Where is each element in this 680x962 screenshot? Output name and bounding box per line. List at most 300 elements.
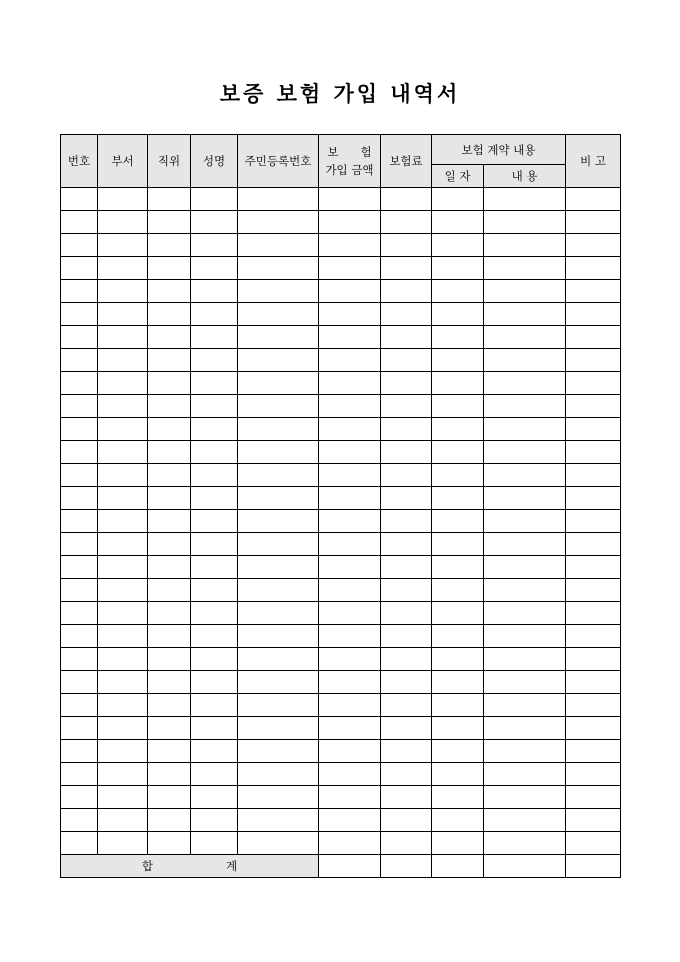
cell-insured-amount[interactable] [319,441,381,464]
cell-resident-id[interactable] [238,832,319,855]
cell-insured-amount[interactable] [319,625,381,648]
table-row [61,648,621,671]
cell-contract-content[interactable] [484,786,566,809]
cell-contract-date[interactable] [432,441,484,464]
cell-premium[interactable] [381,349,432,372]
cell-remarks[interactable] [566,648,621,671]
cell-position[interactable] [148,740,191,763]
cell-insured-amount[interactable] [319,832,381,855]
cell-remarks[interactable] [566,579,621,602]
cell-remarks[interactable] [566,326,621,349]
cell-remarks[interactable] [566,832,621,855]
cell-premium[interactable] [381,809,432,832]
cell-contract-date[interactable] [432,326,484,349]
cell-contract-content[interactable] [484,211,566,234]
cell-department[interactable] [98,326,148,349]
cell-number[interactable] [61,763,98,786]
cell-insured-amount[interactable] [319,303,381,326]
cell-department[interactable] [98,487,148,510]
cell-remarks[interactable] [566,625,621,648]
cell-resident-id[interactable] [238,395,319,418]
cell-premium[interactable] [381,533,432,556]
cell-resident-id[interactable] [238,556,319,579]
cell-contract-date[interactable] [432,257,484,280]
cell-position[interactable] [148,487,191,510]
cell-premium[interactable] [381,648,432,671]
cell-premium[interactable] [381,303,432,326]
cell-name[interactable] [191,257,238,280]
cell-department[interactable] [98,188,148,211]
cell-contract-date[interactable] [432,625,484,648]
cell-name[interactable] [191,740,238,763]
cell-resident-id[interactable] [238,648,319,671]
cell-insured-amount[interactable] [319,809,381,832]
cell-position[interactable] [148,694,191,717]
cell-insured-amount[interactable] [319,740,381,763]
cell-insured-amount[interactable] [319,556,381,579]
cell-contract-content[interactable] [484,602,566,625]
cell-remarks[interactable] [566,395,621,418]
cell-position[interactable] [148,211,191,234]
cell-number[interactable] [61,717,98,740]
cell-resident-id[interactable] [238,579,319,602]
cell-remarks[interactable] [566,671,621,694]
cell-remarks[interactable] [566,533,621,556]
cell-insured-amount[interactable] [319,671,381,694]
cell-premium[interactable] [381,579,432,602]
cell-insured-amount[interactable] [319,349,381,372]
cell-number[interactable] [61,349,98,372]
cell-number[interactable] [61,326,98,349]
cell-contract-content[interactable] [484,832,566,855]
cell-name[interactable] [191,464,238,487]
cell-contract-date[interactable] [432,809,484,832]
cell-contract-content[interactable] [484,188,566,211]
cell-number[interactable] [61,303,98,326]
cell-remarks[interactable] [566,418,621,441]
cell-number[interactable] [61,602,98,625]
cell-resident-id[interactable] [238,211,319,234]
cell-position[interactable] [148,625,191,648]
cell-contract-date[interactable] [432,487,484,510]
cell-remarks[interactable] [566,211,621,234]
cell-name[interactable] [191,372,238,395]
cell-resident-id[interactable] [238,234,319,257]
header-row-1 [61,135,621,165]
cell-contract-date[interactable] [432,303,484,326]
cell-insured-amount[interactable] [319,418,381,441]
cell-number[interactable] [61,694,98,717]
cell-contract-content[interactable] [484,556,566,579]
cell-contract-date[interactable] [432,763,484,786]
cell-contract-date[interactable] [432,602,484,625]
cell-name[interactable] [191,303,238,326]
cell-number[interactable] [61,441,98,464]
cell-number[interactable] [61,487,98,510]
cell-number[interactable] [61,372,98,395]
cell-premium[interactable] [381,763,432,786]
cell-insured-amount[interactable] [319,694,381,717]
cell-premium[interactable] [381,717,432,740]
cell-remarks[interactable] [566,372,621,395]
cell-contract-content[interactable] [484,418,566,441]
cell-position[interactable] [148,579,191,602]
cell-department[interactable] [98,809,148,832]
cell-remarks[interactable] [566,740,621,763]
cell-number[interactable] [61,188,98,211]
cell-number[interactable] [61,395,98,418]
cell-name[interactable] [191,671,238,694]
cell-position[interactable] [148,257,191,280]
cell-department[interactable] [98,556,148,579]
cell-contract-content[interactable] [484,234,566,257]
cell-department[interactable] [98,257,148,280]
cell-department[interactable] [98,303,148,326]
cell-name[interactable] [191,625,238,648]
cell-contract-content[interactable] [484,625,566,648]
cell-name[interactable] [191,280,238,303]
cell-contract-content[interactable] [484,510,566,533]
cell-insured-amount[interactable] [319,234,381,257]
cell-contract-date[interactable] [432,556,484,579]
cell-department[interactable] [98,464,148,487]
cell-position[interactable] [148,648,191,671]
cell-number[interactable] [61,234,98,257]
cell-position[interactable] [148,372,191,395]
cell-insured-amount[interactable] [319,188,381,211]
total-premium-cell[interactable] [381,855,432,878]
cell-department[interactable] [98,832,148,855]
cell-resident-id[interactable] [238,533,319,556]
cell-premium[interactable] [381,372,432,395]
cell-contract-date[interactable] [432,740,484,763]
cell-department[interactable] [98,579,148,602]
cell-name[interactable] [191,648,238,671]
cell-department[interactable] [98,211,148,234]
cell-contract-content[interactable] [484,487,566,510]
cell-name[interactable] [191,441,238,464]
cell-remarks[interactable] [566,303,621,326]
cell-contract-date[interactable] [432,280,484,303]
cell-position[interactable] [148,602,191,625]
cell-premium[interactable] [381,280,432,303]
cell-premium[interactable] [381,211,432,234]
cell-contract-content[interactable] [484,809,566,832]
cell-premium[interactable] [381,464,432,487]
cell-position[interactable] [148,786,191,809]
cell-name[interactable] [191,326,238,349]
cell-contract-content[interactable] [484,464,566,487]
cell-department[interactable] [98,694,148,717]
cell-premium[interactable] [381,441,432,464]
cell-contract-content[interactable] [484,717,566,740]
total-remarks-cell[interactable] [566,855,621,878]
cell-position[interactable] [148,832,191,855]
cell-number[interactable] [61,740,98,763]
cell-name[interactable] [191,533,238,556]
cell-premium[interactable] [381,740,432,763]
cell-resident-id[interactable] [238,763,319,786]
cell-resident-id[interactable] [238,280,319,303]
cell-premium[interactable] [381,487,432,510]
cell-insured-amount[interactable] [319,579,381,602]
cell-resident-id[interactable] [238,694,319,717]
cell-resident-id[interactable] [238,717,319,740]
cell-premium[interactable] [381,786,432,809]
cell-premium[interactable] [381,395,432,418]
cell-premium[interactable] [381,694,432,717]
cell-insured-amount[interactable] [319,372,381,395]
cell-number[interactable] [61,533,98,556]
cell-premium[interactable] [381,257,432,280]
cell-remarks[interactable] [566,441,621,464]
cell-contract-date[interactable] [432,234,484,257]
cell-contract-content[interactable] [484,372,566,395]
cell-resident-id[interactable] [238,602,319,625]
cell-resident-id[interactable] [238,487,319,510]
cell-remarks[interactable] [566,717,621,740]
cell-contract-date[interactable] [432,648,484,671]
cell-department[interactable] [98,418,148,441]
cell-resident-id[interactable] [238,257,319,280]
cell-contract-content[interactable] [484,395,566,418]
cell-remarks[interactable] [566,257,621,280]
cell-premium[interactable] [381,832,432,855]
cell-name[interactable] [191,602,238,625]
cell-resident-id[interactable] [238,441,319,464]
cell-contract-content[interactable] [484,694,566,717]
cell-contract-content[interactable] [484,671,566,694]
cell-position[interactable] [148,234,191,257]
cell-department[interactable] [98,533,148,556]
cell-number[interactable] [61,648,98,671]
cell-department[interactable] [98,671,148,694]
cell-department[interactable] [98,372,148,395]
cell-contract-date[interactable] [432,418,484,441]
cell-contract-content[interactable] [484,533,566,556]
cell-position[interactable] [148,303,191,326]
cell-insured-amount[interactable] [319,487,381,510]
cell-insured-amount[interactable] [319,786,381,809]
cell-remarks[interactable] [566,349,621,372]
cell-remarks[interactable] [566,234,621,257]
cell-position[interactable] [148,510,191,533]
cell-name[interactable] [191,510,238,533]
cell-insured-amount[interactable] [319,211,381,234]
cell-contract-date[interactable] [432,372,484,395]
cell-insured-amount[interactable] [319,717,381,740]
cell-premium[interactable] [381,602,432,625]
cell-name[interactable] [191,234,238,257]
cell-position[interactable] [148,464,191,487]
cell-number[interactable] [61,786,98,809]
cell-number[interactable] [61,671,98,694]
cell-number[interactable] [61,464,98,487]
cell-resident-id[interactable] [238,464,319,487]
cell-premium[interactable] [381,418,432,441]
cell-remarks[interactable] [566,510,621,533]
cell-contract-content[interactable] [484,257,566,280]
cell-contract-date[interactable] [432,464,484,487]
cell-remarks[interactable] [566,188,621,211]
cell-resident-id[interactable] [238,303,319,326]
cell-department[interactable] [98,602,148,625]
cell-insured-amount[interactable] [319,326,381,349]
cell-resident-id[interactable] [238,740,319,763]
cell-position[interactable] [148,188,191,211]
cell-contract-content[interactable] [484,648,566,671]
cell-resident-id[interactable] [238,372,319,395]
cell-contract-content[interactable] [484,349,566,372]
cell-contract-date[interactable] [432,786,484,809]
cell-department[interactable] [98,763,148,786]
cell-position[interactable] [148,671,191,694]
cell-contract-date[interactable] [432,694,484,717]
cell-insured-amount[interactable] [319,257,381,280]
cell-premium[interactable] [381,671,432,694]
cell-number[interactable] [61,257,98,280]
cell-name[interactable] [191,763,238,786]
cell-insured-amount[interactable] [319,395,381,418]
cell-remarks[interactable] [566,809,621,832]
cell-resident-id[interactable] [238,326,319,349]
cell-remarks[interactable] [566,694,621,717]
cell-position[interactable] [148,441,191,464]
cell-insured-amount[interactable] [319,602,381,625]
cell-number[interactable] [61,832,98,855]
cell-position[interactable] [148,533,191,556]
cell-insured-amount[interactable] [319,464,381,487]
cell-insured-amount[interactable] [319,533,381,556]
cell-name[interactable] [191,832,238,855]
cell-name[interactable] [191,786,238,809]
cell-department[interactable] [98,395,148,418]
cell-name[interactable] [191,579,238,602]
cell-contract-date[interactable] [432,579,484,602]
cell-contract-content[interactable] [484,326,566,349]
cell-premium[interactable] [381,510,432,533]
cell-department[interactable] [98,510,148,533]
cell-number[interactable] [61,625,98,648]
cell-number[interactable] [61,418,98,441]
cell-department[interactable] [98,349,148,372]
cell-resident-id[interactable] [238,671,319,694]
cell-premium[interactable] [381,234,432,257]
cell-contract-date[interactable] [432,832,484,855]
cell-number[interactable] [61,211,98,234]
cell-premium[interactable] [381,556,432,579]
cell-position[interactable] [148,763,191,786]
cell-position[interactable] [148,395,191,418]
cell-contract-date[interactable] [432,211,484,234]
cell-insured-amount[interactable] [319,280,381,303]
total-contract-date-cell[interactable] [432,855,484,878]
cell-number[interactable] [61,510,98,533]
cell-remarks[interactable] [566,556,621,579]
cell-number[interactable] [61,556,98,579]
cell-resident-id[interactable] [238,418,319,441]
cell-insured-amount[interactable] [319,763,381,786]
cell-department[interactable] [98,648,148,671]
cell-name[interactable] [191,211,238,234]
cell-remarks[interactable] [566,464,621,487]
cell-name[interactable] [191,349,238,372]
cell-premium[interactable] [381,188,432,211]
cell-contract-date[interactable] [432,349,484,372]
cell-name[interactable] [191,694,238,717]
cell-name[interactable] [191,717,238,740]
cell-premium[interactable] [381,326,432,349]
cell-number[interactable] [61,579,98,602]
cell-number[interactable] [61,280,98,303]
cell-name[interactable] [191,418,238,441]
cell-contract-date[interactable] [432,533,484,556]
cell-insured-amount[interactable] [319,648,381,671]
cell-department[interactable] [98,625,148,648]
cell-contract-content[interactable] [484,740,566,763]
cell-contract-date[interactable] [432,717,484,740]
cell-resident-id[interactable] [238,349,319,372]
cell-contract-content[interactable] [484,763,566,786]
cell-remarks[interactable] [566,786,621,809]
cell-premium[interactable] [381,625,432,648]
cell-contract-date[interactable] [432,510,484,533]
cell-contract-date[interactable] [432,671,484,694]
cell-contract-content[interactable] [484,303,566,326]
cell-name[interactable] [191,809,238,832]
cell-department[interactable] [98,280,148,303]
cell-position[interactable] [148,418,191,441]
cell-department[interactable] [98,786,148,809]
table-row [61,464,621,487]
cell-name[interactable] [191,487,238,510]
cell-position[interactable] [148,280,191,303]
cell-position[interactable] [148,556,191,579]
cell-name[interactable] [191,556,238,579]
cell-contract-content[interactable] [484,579,566,602]
cell-remarks[interactable] [566,602,621,625]
cell-department[interactable] [98,441,148,464]
cell-remarks[interactable] [566,280,621,303]
cell-department[interactable] [98,740,148,763]
cell-insured-amount[interactable] [319,510,381,533]
cell-contract-content[interactable] [484,441,566,464]
cell-contract-date[interactable] [432,188,484,211]
cell-resident-id[interactable] [238,625,319,648]
cell-resident-id[interactable] [238,786,319,809]
cell-resident-id[interactable] [238,809,319,832]
cell-position[interactable] [148,326,191,349]
cell-name[interactable] [191,188,238,211]
cell-contract-content[interactable] [484,280,566,303]
cell-department[interactable] [98,234,148,257]
total-contract-content-cell[interactable] [484,855,566,878]
cell-remarks[interactable] [566,763,621,786]
cell-position[interactable] [148,809,191,832]
cell-resident-id[interactable] [238,510,319,533]
table-row [61,671,621,694]
cell-position[interactable] [148,349,191,372]
cell-resident-id[interactable] [238,188,319,211]
cell-remarks[interactable] [566,487,621,510]
cell-position[interactable] [148,717,191,740]
total-insured-amount-cell[interactable] [319,855,381,878]
cell-department[interactable] [98,717,148,740]
cell-number[interactable] [61,809,98,832]
cell-name[interactable] [191,395,238,418]
table-row [61,786,621,809]
cell-contract-date[interactable] [432,395,484,418]
